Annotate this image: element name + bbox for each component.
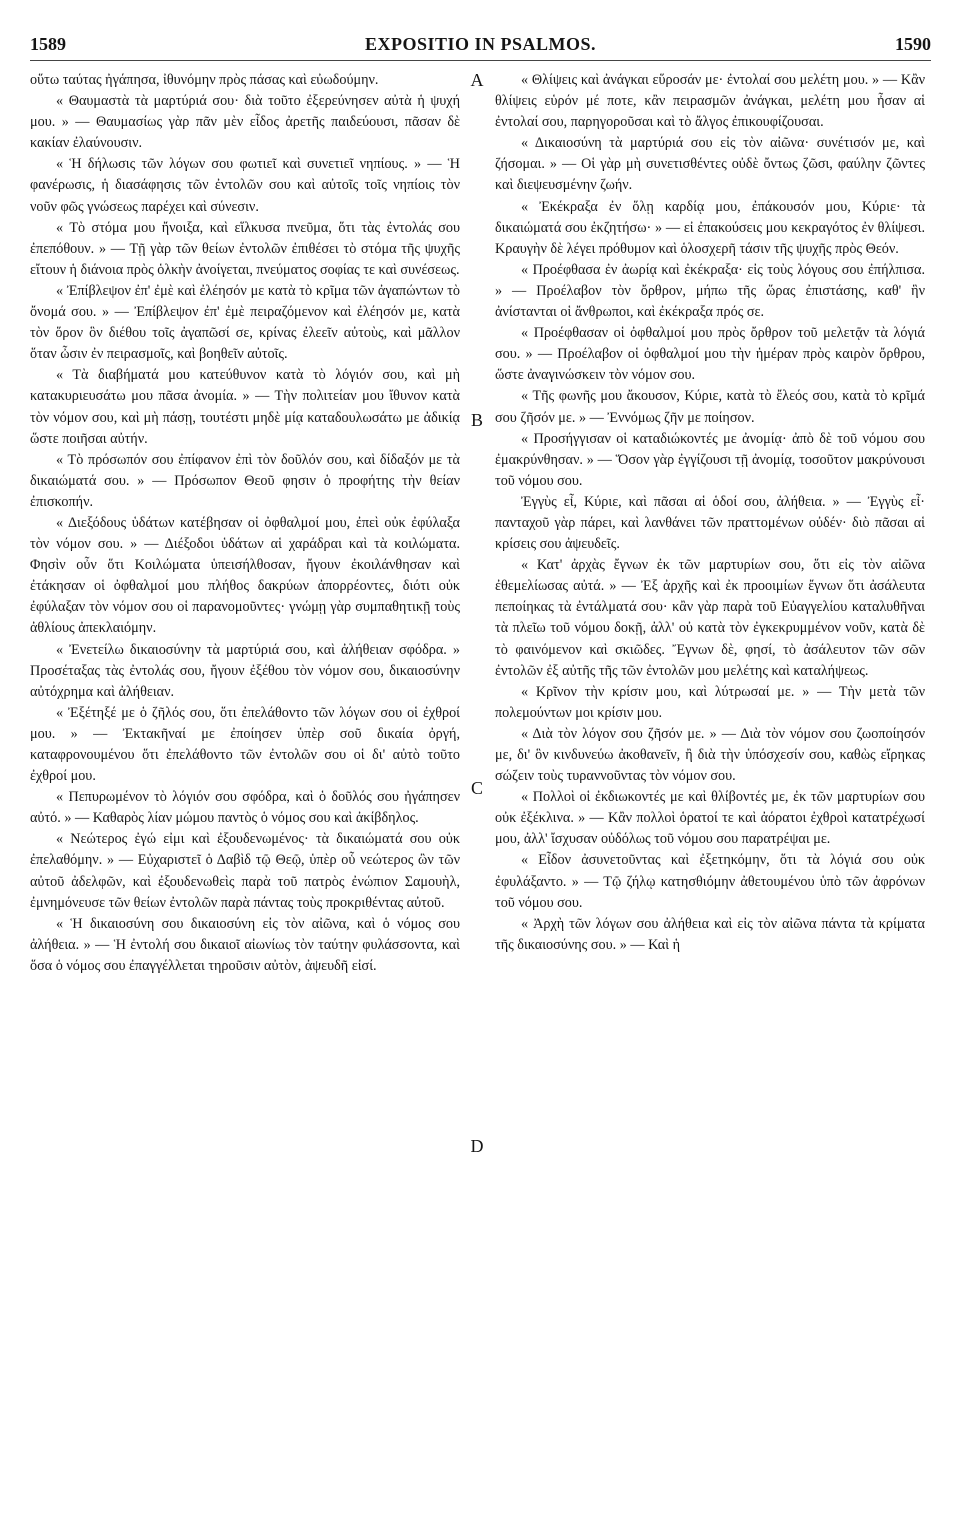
paragraph: « Τὸ στόμα μου ἤνοιξα, καὶ εἵλκυσα πνεῦμα, ὅτι τὰς ἐντολάς σου ἐπεπόθουν. » — Τῇ γὰρ τῶν θείων ἐντολῶν ἐπιθέσει τὸ στόμα τῆς ψυχῆς εἴτουν ἡ διάνοια πρὸς ὁλκὴν ἀνοίγεται, πνεύματος σοφίας τε καὶ συνέσεως. xyxy=(30,219,460,278)
paragraph: « Τῆς φωνῆς μου ἄκουσον, Κύριε, κατὰ τὸ ἔλεός σου, κατὰ τὸ κρῖμά σου ζῆσόν με. » — Ἐννόμως ζῆν με ποίησον. xyxy=(495,388,925,426)
paragraph: « Εἶδον ἀσυνετοῦντας καὶ ἐξετηκόμην, ὅτι τὰ λόγιά σου οὐκ ἐφυλάξαντο. » — Τῷ ζήλῳ κατησθιόμην ἀθετουμένου ὑπὸ τῶν ἀφρόνων τοῦ νόμου σου. xyxy=(495,852,925,911)
right-page-number: 1590 xyxy=(895,34,931,54)
margin-letter-d: D xyxy=(470,1136,484,1156)
paragraph: « Διὰ τὸν λόγον σου ζῆσόν με. » — Διὰ τὸν νόμον σου ζωοποίησόν με, δι' ὃν κινδυνεύω ἀκοθανεῖν, ἢ διὰ τὴν ὑπόσχεσίν σου, καθὼς εἴρηκας σώζειν τοὺς τυραννοῦντας τὸν νόμον σου. xyxy=(495,725,925,785)
paragraph: « Τὰ διαβήματά μου κατεύθυνον κατὰ τὸ λόγιόν σου, καὶ μὴ κατακυριευσάτω μου πᾶσα ἀνομία. » — Τὴν πολιτείαν μου ἴθυνον κατὰ τὸν νόμον σου, καὶ μὴ πάσῃ, τουτέστι μηδὲ μίᾳ καταδουλωσάτω με ἀδικίᾳ ὥστε ποιῆσαι αὐτήν. xyxy=(30,367,460,447)
paragraph: οὕτω ταύτας ἠγάπησα, ἰθυνόμην πρὸς πάσας καὶ εὐωδούμην. xyxy=(30,72,379,88)
paragraph: « Προέφθασα ἐν ἀωρίᾳ καὶ ἐκέκραξα· εἰς τοὺς λόγους σου ἐπήλπισα. » — Προέλαβον τὸν ὄρθρον, μήπω τῆς ὥρας ἐπιστάσης, καθ' ἣν ἀνίστανται οἱ ἄνθρωποι, καὶ ἐκέκραξα πρός σε. xyxy=(495,261,925,321)
margin-letter-c: C xyxy=(470,778,483,798)
paragraph: « Ἐπίβλεψον ἐπ' ἐμὲ καὶ ἐλέησόν με κατὰ τὸ κρῖμα τῶν ἀγαπώντων τὸ ὄνομά σου. » — Ἐπίβλεψον ἐπ' ἐμὲ πειραζόμενον καὶ ἐλέησόν με, κατὰ τὸν ὅρον ὃν διέθου τοῖς ἀγαπῶσί σε, κρίνας ἐλεεῖν αὐτοὺς, καὶ μᾶλλον ὅταν ὦσιν ἐν πειρασμοῖς, καὶ βοηθεῖν αὐτοῖς. xyxy=(30,282,460,363)
paragraph: « Τὸ πρόσωπόν σου ἐπίφανον ἐπὶ τὸν δοῦλόν σου, καὶ δίδαξόν με τὰ δικαιώματά σου. » — Πρόσωπον Θεοῦ φησιν ὁ προφήτης τὴν θείαν ἐπισκοπήν. xyxy=(30,451,460,510)
paragraph: « Ἡ δικαιοσύνη σου δικαιοσύνη εἰς τὸν αἰῶνα, καὶ ὁ νόμος σου ἀλήθεια. » — Ἡ ἐντολή σου δικαιοῖ αἰωνίως τὸν ταύτην φυλάσσοντα, καὶ ὅσα ὁ νόμος σου ἐπαγγέλλεται τηροῦσιν αὐτὸν, ἀψευδῆ εἰσί. xyxy=(30,915,460,974)
paragraph: « Κρῖνον τὴν κρίσιν μου, καὶ λύτρωσαί με. » — Τὴν μετὰ τῶν πολεμούντων μοι κρίσιν μου. xyxy=(495,683,925,721)
paragraph: « Ἐκέκραξα ἐν ὅλῃ καρδίᾳ μου, ἐπάκουσόν μου, Κύριε· τὰ δικαιώματά σου ἐκζητήσω· » — εἰ ἐπακούσεις μου κεκραγότος ἐν θλίψεσι. Κραυγὴν δὲ λέγει πρόθυμον καὶ ὁλοσχερῆ τάσιν τῆς ψυχῆς πρὸς Θεόν. xyxy=(495,198,925,257)
paragraph: « Ἡ δήλωσις τῶν λόγων σου φωτιεῖ καὶ συνετιεῖ νηπίους. » — Ἡ φανέρωσις, ἡ διασάφησις τῶν ἐντολῶν σου καὶ αὐτοῖς τοῖς νηπίοις τὸν νοῦν φῶς γνώσεως παρέχει καὶ σύνεσιν. xyxy=(30,156,460,215)
paragraph: « Προσήγγισαν οἱ καταδιώκοντές με ἀνομίᾳ· ἀπὸ δὲ τοῦ νόμου σου ἐμακρύνθησαν. » — Ὅσον γὰρ ἐγγίζουσι τῇ ἀνομίᾳ, τοσοῦτον μακρύνουσι τοῦ νόμου σου. xyxy=(495,430,925,489)
left-column xyxy=(30,70,460,977)
margin-letter-b: B xyxy=(470,410,483,430)
paragraph: « Θλίψεις καὶ ἀνάγκαι εὕροσάν με· ἐντολαί σου μελέτη μου. » — Κἂν θλίψεις εὑρόν μέ ποτε, κἂν πειρασμῶν ἀνάγκαι, μελέτη μου ἦσαν αἱ ἐντολαί σου, παρηγοροῦσαι καὶ τὸ ἄλγος ἐπικουφίζουσαι. xyxy=(495,72,925,131)
paragraph: « Διεξόδους ὑδάτων κατέβησαν οἱ ὀφθαλμοί μου, ἐπεὶ οὐκ ἐφύλαξα τὸν νόμον σου. » — Διέξοδοι ὑδάτων αἱ χαράδραι καὶ τὰ κοιλώματα. Φησὶν οὖν ὅτι Κοιλώματα ὑπεισήλθοσαν, ἤγουν ἐκοιλάνθησαν καὶ ἐτάκησαν οἱ ὀφθαλμοί μου πλήθος δακρύων ἀπορρέοντες, διότι οὐκ ἐφύλαξαν τὸν νόμον σου οἱ παρανομοῦντες· γνώμῃ γὰρ συμπαθητικῇ τοὺς ἀθλίους ἀπεκλαιόμην. xyxy=(30,514,460,637)
paragraph: « Θαυμαστὰ τὰ μαρτύριά σου· διὰ τοῦτο ἐξερεύνησεν αὐτὰ ἡ ψυχή μου. » — Θαυμασίως γὰρ πᾶν μὲν εἶδος ἀρετῆς παιδεύουσι, πᾶσαν δὲ κακίαν ἐλαύνουσιν. xyxy=(30,93,460,152)
paragraph: « Ἐξέτηξέ με ὁ ζῆλός σου, ὅτι ἐπελάθοντο τῶν λόγων σου οἱ ἐχθροί μου. » — Ἐκτακῆναί με ἐποίησεν ὑπὲρ σοῦ δικαία ὀργή, καταφρονουμένου ὅτι ἐπελάθοντο τῶν ἐντολῶν σου οἱ δι' αὐτὸ τοῦτο ἐχθροί μου. xyxy=(30,704,460,785)
left-page-number: 1589 xyxy=(30,34,66,54)
paragraph: « Προέφθασαν οἱ ὀφθαλμοί μου πρὸς ὄρθρον τοῦ μελετᾷν τὰ λόγιά σου. » — Προέλαβον οἱ ὀφθαλμοί μου τὴν ἡμέραν πρὸς καιρὸν ὄρθρου, ὥστε ἀναγινώσκειν τὸν νόμον σου. xyxy=(495,325,925,384)
running-header xyxy=(30,30,931,62)
header-rule xyxy=(30,60,931,61)
paragraph: « Ἀρχὴ τῶν λόγων σου ἀλήθεια καὶ εἰς τὸν αἰῶνα πάντα τὰ κρίματα τῆς δικαιοσύνης σου. » — Καὶ ἡ xyxy=(495,915,925,953)
paragraph: « Πεπυρωμένον τὸ λόγιόν σου σφόδρα, καὶ ὁ δοῦλός σου ἠγάπησεν αὐτό. » — Καθαρὸς λίαν μώμου παντὸς ὁ νόμος σου καὶ ἀκίβδηλος. xyxy=(30,789,460,827)
paragraph: « Κατ' ἀρχὰς ἔγνων ἐκ τῶν μαρτυρίων σου, ὅτι εἰς τὸν αἰῶνα ἐθεμελίωσας αὐτά. » — Ἐξ ἀρχῆς καὶ ἐκ προοιμίων ἔγνων ὅτι ἀσάλευτα πεποίηκας τὰ ἐντάλματά σου· κἂν γὰρ παρὰ τοῦ Εὐαγγελίου καταλυθῆναι τὰ πλεῖω τοῦ νόμου δοκῇ, ἀλλ' οὐ κατὰ τὸν ἐγκεκρυμμένον νοῦν, κατὰ δὲ τὸ φαινόμενον καὶ σκιῶδες. Ἔγνων δὲ, φησί, τὸ ἀσάλευτον τῶν σῶν ἐντολῶν ἐξ αὐτῆς τῆς τῶν ἐντολῶν μου μελέτης καὶ καταλήψεως. xyxy=(495,557,925,679)
paragraph: « Νεώτερος ἐγώ εἰμι καὶ ἐξουδενωμένος· τὰ δικαιώματά σου οὐκ ἐπελαθόμην. » — Εὐχαριστεῖ ὁ Δαβὶδ τῷ Θεῷ, ὑπὲρ οὗ νεώτερος ὢν τῶν αὐτοῦ ἀδελφῶν, καὶ ἐξουδενωθεὶς παρὰ τοῦ πατρὸς ἐνώπιον Σαμουὴλ, ἐμνημόνευσε τῶν θείων ἐντολῶν παρὰ πάντας τοὺς προκριθέντας αὐτοῦ. xyxy=(30,831,460,911)
margin-letter-a: A xyxy=(470,70,484,90)
right-column xyxy=(495,70,925,956)
running-title: EXPOSITIO IN PSALMOS. xyxy=(364,34,597,54)
paragraph: « Ἐνετείλω δικαιοσύνην τὰ μαρτύριά σου, καὶ ἀλήθειαν σφόδρα. » Προσέταξας τὰς ἐντολάς σου, ἤγουν ἐξέθου τὸν νόμον σου, δικαιοσύνην αὐτόχρημα καὶ ἀλήθειαν. xyxy=(30,641,460,700)
paragraph: « Πολλοὶ οἱ ἐκδιωκοντές με καὶ θλίβοντές με, ἐκ τῶν μαρτυρίων σου οὐκ ἐξέκλινα. » — Κἂν πολλοὶ ὁρατοί τε καὶ ἀόρατοι ἐχθροὶ κατατρέχωσί μου, ἀλλ' ἴσχυσαν οὐδόλως τοῦ νόμου σου παρατρέψαι με. xyxy=(495,789,925,848)
paragraph: « Δικαιοσύνη τὰ μαρτύριά σου εἰς τὸν αἰῶνα· συνέτισόν με, καὶ ζήσομαι. » — Οἱ γὰρ μὴ συνετισθέντες οὐδὲ ὄντως ζῶσι, φαύλην ζῶντες καὶ διεψευσμένην ζωήν. xyxy=(495,135,925,194)
paragraph: Ἐγγὺς εἶ, Κύριε, καὶ πᾶσαι αἱ ὁδοί σου, ἀλήθεια. » — Ἐγγὺς εἶ· πανταχοῦ γὰρ πάρει, καὶ λανθάνει τῶν πραττομένων οὐδέν· διὸ πᾶσαι αἱ κρίσεις σου ἀψευδεῖς. xyxy=(495,493,925,553)
